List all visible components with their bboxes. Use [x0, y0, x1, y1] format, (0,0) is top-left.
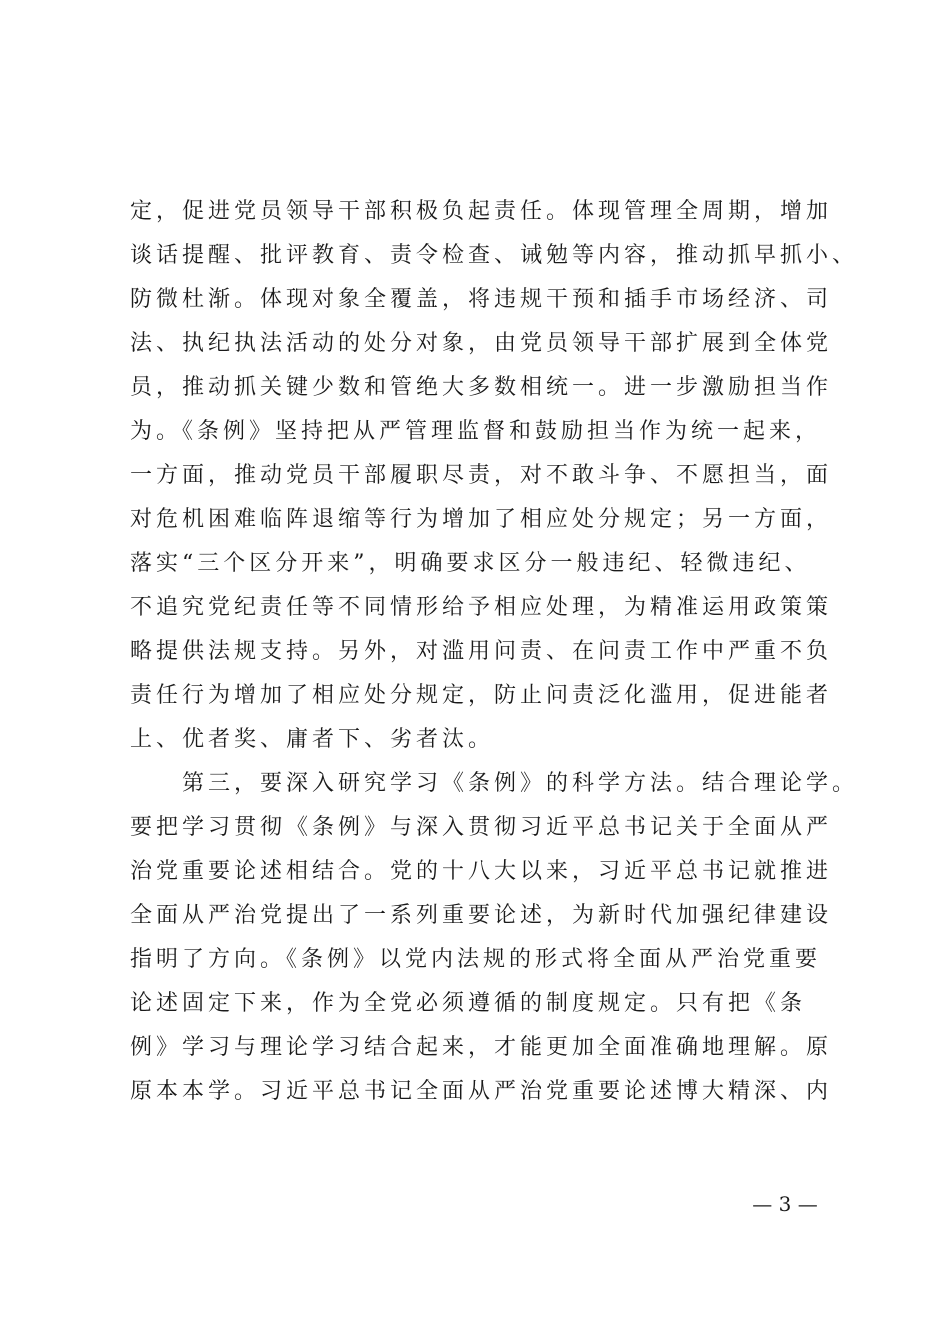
text-line: 谈话提醒、批评教育、责令检查、诫勉等内容，推动抓早抓小、 [130, 243, 859, 268]
text-line: 员，推动抓关键少数和管绝大多数相统一。进一步激励担当作 [130, 375, 833, 400]
text-line: 一方面，推动党员干部履职尽责，对不敢斗争、不愿担当，面 [130, 463, 833, 488]
text-line: 第三，要深入研究学习《条例》的科学方法。结合理论学。 [130, 771, 859, 796]
text-line: 对危机困难临阵退缩等行为增加了相应处分规定；另一方面， [130, 507, 833, 532]
paragraph-continuation [130, 190, 859, 762]
text-line: 治党重要论述相结合。党的十八大以来，习近平总书记就推进 [130, 859, 833, 884]
text-line: 定，促进党员领导干部积极负起责任。体现管理全周期，增加 [130, 199, 833, 224]
page-number: — 3 — [752, 1192, 818, 1216]
text-line: 指明了方向。《条例》以党内法规的形式将全面从严治党重要 [130, 947, 822, 972]
text-line: 原本本学。习近平总书记全面从严治党重要论述博大精深、内 [130, 1079, 833, 1104]
text-line: 落实“三个区分开来”，明确要求区分一般违纪、轻微违纪、 [130, 551, 811, 576]
text-line: 责任行为增加了相应处分规定，防止问责泛化滥用，促进能者 [130, 683, 833, 708]
text-line: 防微杜渐。体现对象全覆盖，将违规干预和插手市场经济、司 [130, 287, 833, 312]
text-line: 全面从严治党提出了一系列重要论述，为新时代加强纪律建设 [130, 903, 833, 928]
text-line: 法、执纪执法活动的处分对象，由党员领导干部扩展到全体党 [130, 331, 833, 356]
text-line: 略提供法规支持。另外，对滥用问责、在问责工作中严重不负 [130, 639, 833, 664]
paragraph-third-point [130, 762, 859, 1114]
text-line: 论述固定下来，作为全党必须遵循的制度规定。只有把《条 [130, 991, 807, 1016]
text-line: 不追究党纪责任等不同情形给予相应处理，为精准运用政策策 [130, 595, 833, 620]
text-line: 例》学习与理论学习结合起来，才能更加全面准确地理解。原 [130, 1035, 833, 1060]
text-line: 要把学习贯彻《条例》与深入贯彻习近平总书记关于全面从严 [130, 815, 833, 840]
text-line: 上、优者奖、庸者下、劣者汰。 [130, 727, 495, 752]
text-line: 为。《条例》坚持把从严管理监督和鼓励担当作为统一起来， [130, 419, 822, 444]
